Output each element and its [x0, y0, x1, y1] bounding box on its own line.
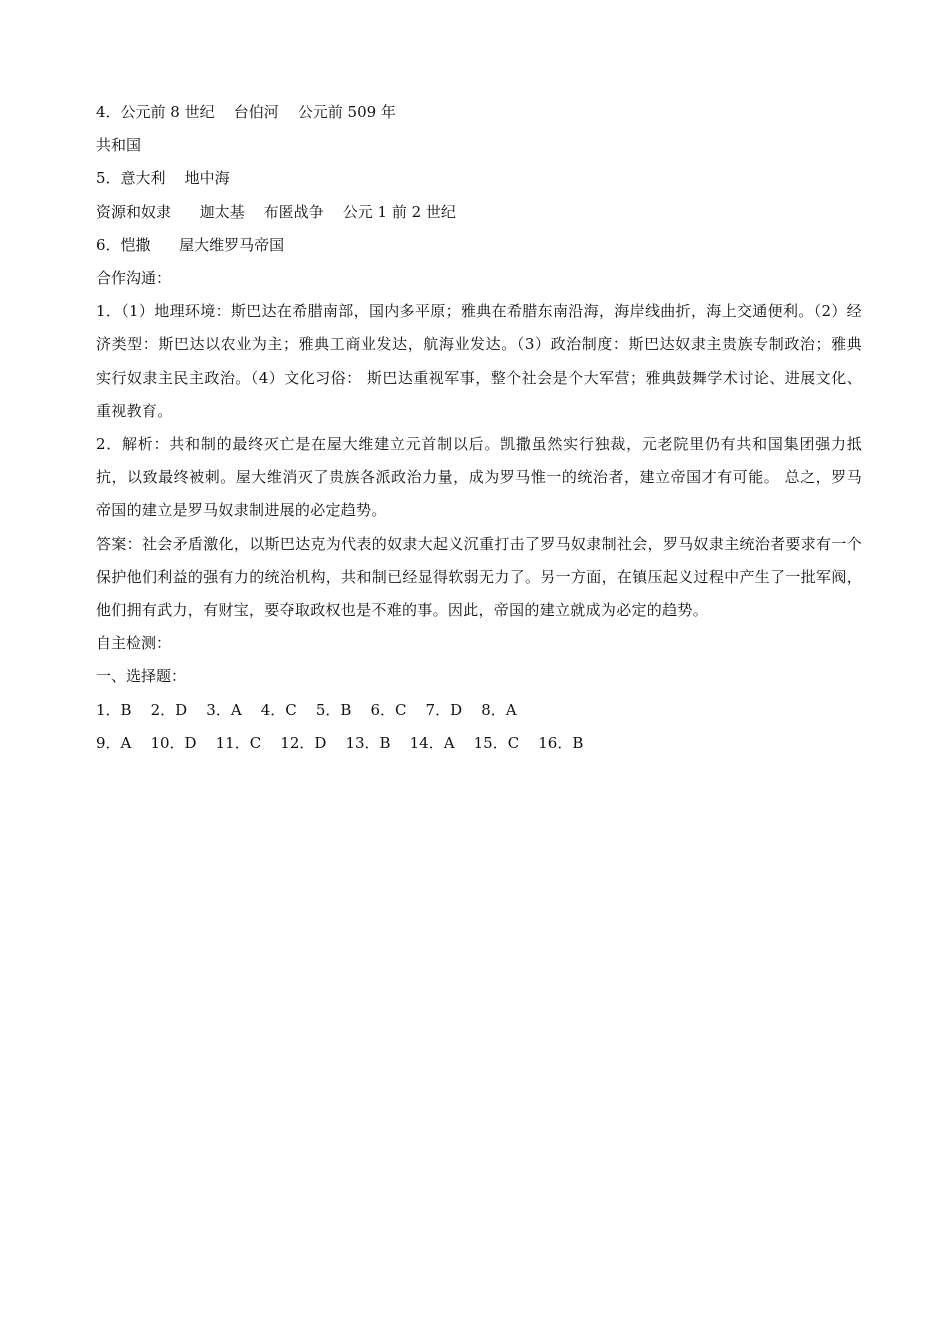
- section-heading-cooperation: 合作沟通：: [96, 268, 172, 287]
- choice-answers-row-1: 1．B 2．D 3．A 4．C 5．B 6．C 7．D 8．A: [96, 700, 517, 719]
- answer-item-4-continued: 共和国: [96, 136, 142, 155]
- answer-item-4: 4．公元前 8 世纪 台伯河 公元前 509 年: [96, 103, 396, 121]
- answer-item-6: 6．恺撒 屋大维罗马帝国: [96, 235, 285, 254]
- cooperation-answer-2: 2．解析：共和制的最终灭亡是在屋大维建立元首制以后。凯撒虽然实行独裁，元老院里仍有共和国集团强力抵抗，以致最终被刺。屋大维消灭了贵族各派政治力量，成为罗马惟一的统治者，建立帝国才有可能。 总之，罗马帝国的建立是罗马奴隶制进展的必定趋势。: [96, 434, 862, 520]
- cooperation-answer-1: 1．（1）地理环境：斯巴达在希腊南部，国内多平原；雅典在希腊东南沿海，海岸线曲折，海上交通便利。（2）经济类型：斯巴达以农业为主；雅典工商业发达，航海业发达。（3）政治制度：斯巴达奴隶主贵族专制政治；雅典实行奴隶主民主政治。（4）文化习俗： 斯巴达重视军事，整个社会是个大军营；雅典鼓舞学术讨论、进展文化、重视教育。: [96, 302, 862, 420]
- answer-item-5: 5．意大利 地中海: [96, 169, 230, 188]
- answer-document: [96, 96, 862, 760]
- cooperation-answer-text: 答案：社会矛盾激化，以斯巴达克为代表的奴隶大起义沉重打击了罗马奴隶制社会，罗马奴隶主统治者要求有一个保护他们利益的强有力的统治机构，共和制已经显得软弱无力了。另一方面，在镇压起义过程中产生了一批军阀，他们拥有武力，有财宝，要夺取政权也是不难的事。因此，帝国的建立就成为必定的趋势。: [96, 534, 862, 619]
- answer-item-5-continued: 资源和奴隶 迦太基 布匿战争 公元 1 前 2 世纪: [96, 202, 456, 221]
- choice-answers-row-2: 9．A 10．D 11．C 12．D 13．B 14．A 15．C 16．B: [96, 733, 584, 752]
- subsection-heading-choice: 一、选择题：: [96, 667, 187, 686]
- section-heading-self-check: 自主检测：: [96, 634, 172, 653]
